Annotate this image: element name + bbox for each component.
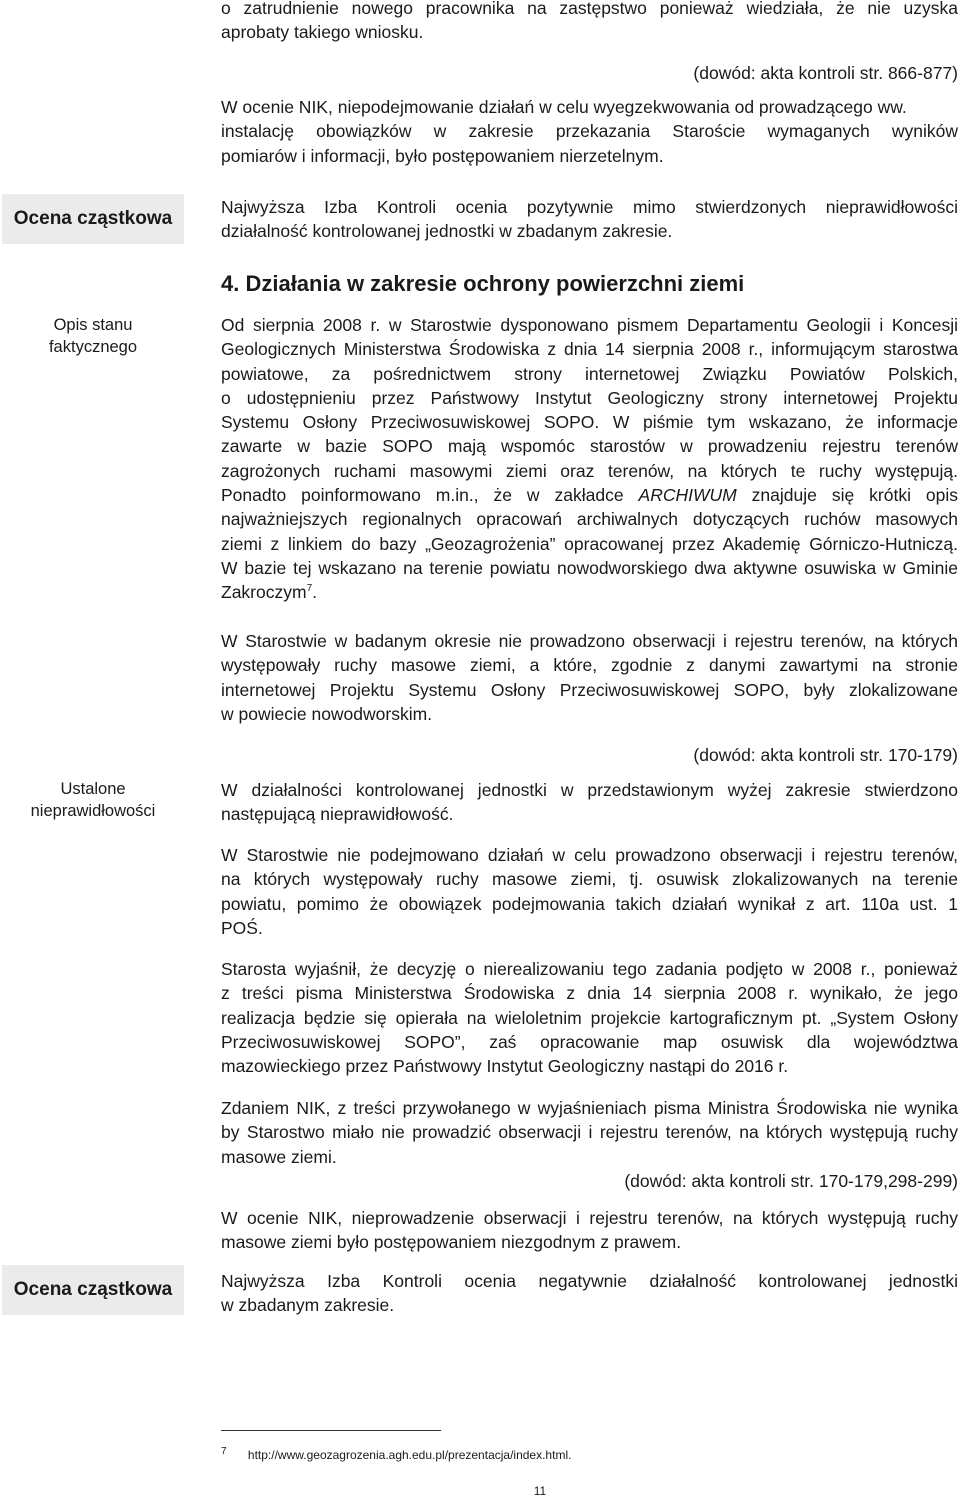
text-line: z treści pisma Ministerstwa Środowiska z dnia 14 sierpnia 2008 r. wynikało, że jego [221, 983, 958, 1004]
paragraph-nik-assessment-1 [221, 95, 958, 168]
text-line [221, 580, 958, 604]
sidebar-opis-line1: Opis stanu [53, 316, 133, 334]
text-line: na których występowały ruchy masowe ziemi, tj. osuwisk zlokalizowanych na terenie [221, 869, 958, 890]
archiwum-italic: ARCHIWUM [638, 485, 737, 506]
text-line: mazowieckiego przez Państwowy Instytut Geologiczny nastąpi do 2016 r. [221, 1056, 789, 1077]
text-line: o udostępnieniu przez Państwowy Instytut Geologiczny strony internetowej Projektu [221, 387, 958, 408]
sidebar-opis-stanu [2, 314, 184, 358]
text-line: W działalności kontrolowanej jednostki w przedstawionym wyżej zakresie stwierdzono [221, 780, 958, 800]
page-number: 11 [533, 1484, 547, 1498]
sidebar-ocena-czastkowa-2 [2, 1265, 184, 1315]
section-heading: 4. Działania w zakresie ochrony powierzchni ziemi [221, 271, 745, 296]
text-line: Geologicznych Ministerstwa Środowiska z dnia 14 sierpnia 2008 r., informującym starostwa [221, 339, 958, 360]
text-line: W bazie tej wskazano na terenie powiatu nowodworskiego dwa aktywne osuwiska w Gminie [221, 557, 958, 578]
footnote-divider [221, 1430, 441, 1431]
text-line: W ocenie NIK, nieprowadzenie obserwacji i rejestru terenów, na których występują ruchy [221, 1208, 958, 1228]
text-line: powiatowe, za pośrednictwem strony internetowej Związku Powiatów Polskich, [221, 363, 958, 384]
text-fragment: Ponadto poinformowano m.in., że w zakładce [221, 485, 639, 506]
evidence-reference-3: (dowód: akta kontroli str. 170-179,298-299) [624, 1171, 958, 1191]
paragraph-wyjasnienia-e [221, 957, 958, 1078]
paragraph-nieprawidlowosci-c [221, 778, 958, 827]
text-fragment: Zakroczym [221, 582, 307, 603]
evidence-reference-1: (dowód: akta kontroli str. 866-877) [693, 63, 958, 83]
text-line: Starosta wyjaśnił, że decyzję o nierealizowaniu tego zadania podjęto w 2008 r., ponieważ [221, 959, 958, 979]
paragraph-opis-b [221, 629, 958, 726]
footnote-marker: 7 [306, 583, 313, 595]
sidebar-ocena-czastkowa-1 [2, 194, 184, 244]
footnote-link[interactable]: http://www.geozagrozenia.agh.edu.pl/prezentacja/index.html. [247, 1448, 572, 1462]
text-line: W Starostwie nie podejmowano działań w celu prowadzono obserwacji i rejestru terenów, [221, 845, 958, 865]
text-line: Systemu Osłony Przeciwosuwiskowej SOPO. W piśmie tym wskazano, że informacje [221, 412, 958, 433]
text-line: najważniejszych regionalnych opracowań archiwalnych dotyczących ruchów masowych [221, 509, 958, 530]
text-line: W Starostwie w badanym okresie nie prowadzono obserwacji i rejestru terenów, na których [221, 631, 958, 651]
text-line: o zatrudnienie nowego pracownika na zastępstwo ponieważ wiedziała, że nie uzyska [221, 0, 958, 18]
text-line: zagrożonych ruchami masowymi ziemi oraz terenów, na których te ruchy występują. [221, 460, 958, 481]
text-line: POŚ. [221, 917, 263, 938]
paragraph-opis-a [221, 313, 958, 605]
text-line: W ocenie NIK, niepodejmowanie działań w celu wyegzekwowania od prowadzącego ww. [221, 97, 907, 117]
text-line: Najwyższa Izba Kontroli ocenia negatywnie działalność kontrolowanej jednostki [221, 1271, 958, 1291]
sidebar-ustalone [2, 778, 184, 822]
text-line: by Starostwo miało nie prowadzić obserwacji i rejestru terenów, na których występują ruchy [221, 1122, 958, 1143]
paragraph-top [221, 0, 958, 45]
text-fragment: . [312, 582, 317, 603]
text-line: Przeciwosuwiskowej SOPO”, zaś opracowanie map osuwisk dla województwa [221, 1031, 958, 1052]
text-line: występowały ruchy masowe ziemi, a które, zgodnie z danymi zawartymi na stronie [221, 655, 958, 676]
text-line: Od sierpnia 2008 r. w Starostwie dysponowano pismem Departamentu Geologii i Koncesji [221, 315, 958, 335]
text-line: Zdaniem NIK, z treści przywołanego w wyjaśnieniach pisma Ministra Środowiska nie wynika [221, 1098, 958, 1118]
sidebar-opis-line2: faktycznego [48, 338, 138, 356]
text-line: w zbadanym zakresie. [221, 1295, 395, 1316]
paragraph-ocena-pozytywna [221, 195, 958, 244]
text-line: zawarte w bazie SOPO mają wspomóc starostów w prowadzeniu rejestru terenów [221, 436, 958, 457]
text-line: następującą nieprawidłowość. [221, 804, 454, 825]
text-line: instalację obowiązków w zakresie przekazania Staroście wymaganych wyników [221, 121, 958, 142]
paragraph-ocena-nik-g [221, 1206, 958, 1255]
text-line: masowe ziemi było postępowaniem niezgodnym z prawem. [221, 1232, 682, 1253]
sidebar-ocena-label-2: Ocena cząstkowa [13, 1279, 173, 1300]
paragraph-nieprawidlowosci-d [221, 843, 958, 940]
text-line: w powiecie nowodworskim. [221, 703, 433, 724]
text-line [221, 483, 958, 507]
sidebar-ustalone-line1: Ustalone [60, 780, 126, 798]
text-line: pomiarów i informacji, było postępowaniem nierzetelnym. [221, 145, 664, 166]
text-fragment: znajduje się krótki opis [736, 485, 959, 506]
text-line: masowe ziemi. [221, 1146, 337, 1167]
sidebar-ustalone-line2: nieprawidłowości [30, 802, 156, 820]
evidence-reference-2: (dowód: akta kontroli str. 170-179) [693, 745, 958, 765]
text-line: powiatu, pomimo że obowiązek podejmowania takich działań wynikał z art. 110a ust. 1 [221, 893, 958, 914]
text-line: internetowej Projektu Systemu Osłony Przeciwosuwiskowej SOPO, były zlokalizowane [221, 679, 958, 700]
text-line: realizacja będzie się opierała na wieloletnim projekcie kartograficznym pt. „System Osłony [221, 1007, 958, 1028]
footnote-number: 7 [221, 1446, 227, 1457]
paragraph-zdaniem-nik-f [221, 1096, 958, 1169]
text-line: ziemi z linkiem do bazy „Geozagrożenia” opracowanej przez Akademię Górniczo-Hutniczą. [221, 533, 958, 554]
text-line: działalność kontrolowanej jednostki w zbadanym zakresie. [221, 221, 673, 242]
sidebar-ocena-label-1: Ocena cząstkowa [13, 208, 173, 229]
paragraph-ocena-negatywna-h [221, 1269, 958, 1318]
text-line: Najwyższa Izba Kontroli ocenia pozytywnie mimo stwierdzonych nieprawidłowości [221, 197, 958, 217]
text-line: aprobaty takiego wniosku. [221, 22, 424, 43]
footnote [221, 1448, 571, 1462]
